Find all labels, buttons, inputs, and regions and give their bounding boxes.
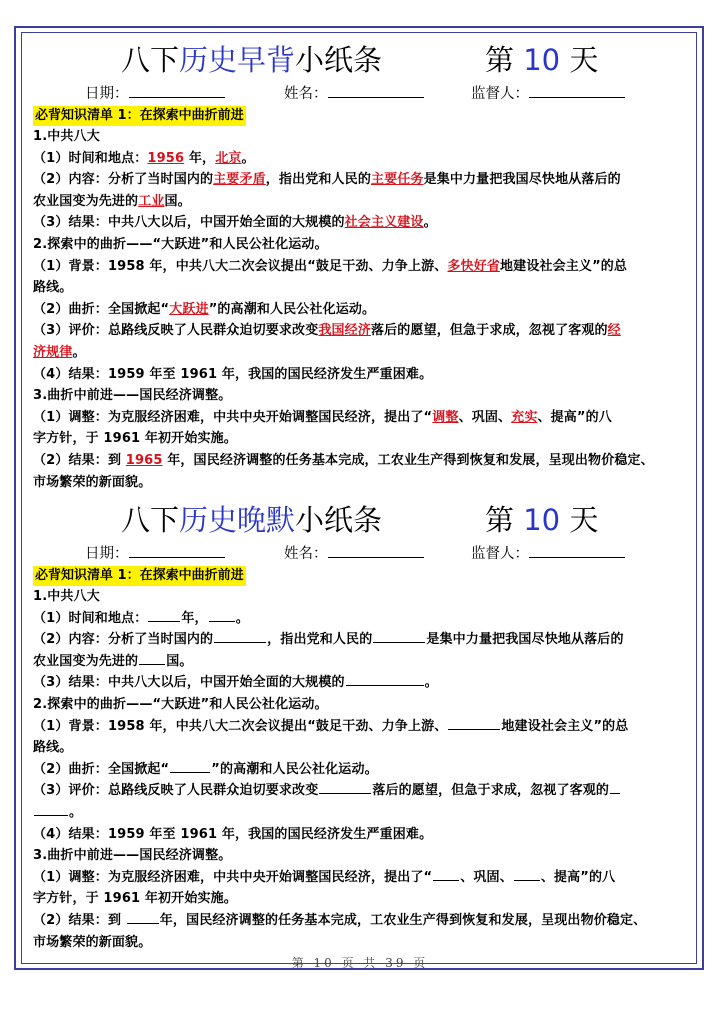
morning-day-counter: 第 10 天 bbox=[485, 43, 599, 77]
evening-heading-3: 3.曲折中前进——国民经济调整。 bbox=[33, 848, 232, 864]
morning-title: 八下历史早背小纸条 bbox=[121, 43, 383, 77]
evening-meta-row bbox=[33, 542, 689, 564]
morning-section bbox=[33, 36, 689, 493]
morning-name-field[interactable]: 姓名： bbox=[284, 82, 424, 103]
morning-meta-row bbox=[33, 82, 689, 104]
evening-day-counter: 第 10 天 bbox=[485, 503, 599, 538]
morning-item-3-2: （2）结果：到 1965 年，国民经济调整的任务基本完成，工农业生产得到恢复和发展，呈现出物价稳定、 bbox=[33, 452, 654, 468]
morning-section-tag: 必背知识清单 1：在探索中曲折前进 bbox=[33, 106, 246, 126]
evening-section bbox=[33, 496, 689, 953]
morning-item-2-3-cont: 济规律。 bbox=[33, 344, 86, 360]
morning-date-field[interactable]: 日期： bbox=[85, 82, 225, 103]
evening-section-tag: 必背知识清单 1：在探索中曲折前进 bbox=[33, 566, 246, 586]
fill-blank[interactable] bbox=[514, 867, 540, 881]
evening-item-2-3: （3）评价：总路线反映了人民群众迫切要求改变 落后的愿望，但急于求成，忽视了客观的 bbox=[33, 780, 689, 802]
evening-title-row bbox=[33, 496, 689, 542]
morning-heading-1: 1.中共八大 bbox=[33, 129, 100, 144]
evening-item-1-2: （2）内容：分析了当时国内的 ，指出党和人民的 是集中力量把我国尽快地从落后的 bbox=[33, 629, 689, 651]
evening-item-2-4: （4）结果：1959 年至 1961 年，我国的国民经济发生严重困难。 bbox=[33, 826, 433, 842]
morning-item-3-2-cont: 市场繁荣的新面貌。 bbox=[33, 474, 152, 490]
fill-blank[interactable] bbox=[433, 867, 459, 881]
evening-item-2-1: （1）背景：1958 年，中共八大二次会议提出“鼓足干劲、力争上游、 地建设社会主义”的总 bbox=[33, 716, 689, 738]
fill-blank[interactable] bbox=[148, 608, 180, 622]
fill-blank[interactable] bbox=[209, 608, 235, 622]
evening-supervisor-field[interactable]: 监督人： bbox=[471, 542, 625, 563]
evening-heading-2: 2.探索中的曲折——“大跃进”和人民公社化运动。 bbox=[33, 697, 328, 713]
evening-item-1-2-cont: 农业国变为先进的 国。 bbox=[33, 651, 689, 673]
evening-item-2-3-cont: 。 bbox=[33, 802, 689, 824]
morning-item-1-2: （2）内容：分析了当时国内的主要矛盾，指出党和人民的主要任务是集中力量把我国尽快地从落后的 bbox=[33, 172, 621, 188]
morning-item-2-2: （2）曲折：全国掀起“大跃进”的高潮和人民公社化运动。 bbox=[33, 301, 376, 317]
morning-item-3-1-cont: 字方针，于 1961 年初开始实施。 bbox=[33, 431, 237, 447]
evening-name-field[interactable]: 姓名： bbox=[284, 542, 424, 563]
evening-item-2-2: （2）曲折：全国掀起“ ”的高潮和人民公社化运动。 bbox=[33, 759, 689, 781]
page-content bbox=[33, 36, 689, 953]
morning-title-row bbox=[33, 36, 689, 82]
page-footer: 第 10 页 共 39 页 bbox=[291, 956, 429, 970]
evening-item-1-1: （1）时间和地点： 年， 。 bbox=[33, 608, 689, 630]
evening-item-3-2-cont: 市场繁荣的新面貌。 bbox=[33, 934, 152, 950]
morning-item-3-1: （1）调整：为克服经济困难，中共中央开始调整国民经济，提出了“调整、巩固、充实、提高”的八 bbox=[33, 409, 612, 425]
morning-heading-2: 2.探索中的曲折——“大跃进”和人民公社化运动。 bbox=[33, 236, 328, 252]
evening-item-2-1-cont: 路线。 bbox=[33, 740, 73, 756]
evening-item-3-1-cont: 字方针，于 1961 年初开始实施。 bbox=[33, 891, 237, 907]
fill-blank[interactable] bbox=[34, 802, 68, 816]
fill-blank[interactable] bbox=[139, 651, 165, 665]
fill-blank[interactable] bbox=[610, 780, 620, 794]
fill-blank[interactable] bbox=[214, 629, 266, 643]
fill-blank[interactable] bbox=[170, 759, 210, 773]
fill-blank[interactable] bbox=[127, 910, 159, 924]
fill-blank[interactable] bbox=[346, 672, 424, 686]
fill-blank[interactable] bbox=[448, 716, 500, 730]
evening-title: 八下历史晚默小纸条 bbox=[121, 503, 383, 538]
morning-supervisor-field[interactable]: 监督人： bbox=[471, 82, 625, 103]
morning-item-2-3: （3）评价：总路线反映了人民群众迫切要求改变我国经济落后的愿望，但急于求成，忽视了客观的经 bbox=[33, 323, 621, 339]
evening-item-3-2: （2）结果：到 年，国民经济调整的任务基本完成，工农业生产得到恢复和发展，呈现出物价稳定、 bbox=[33, 910, 689, 932]
morning-item-2-4: （4）结果：1959 年至 1961 年，我国的国民经济发生严重困难。 bbox=[33, 366, 433, 382]
morning-item-2-1-cont: 路线。 bbox=[33, 280, 73, 296]
morning-heading-3: 3.曲折中前进——国民经济调整。 bbox=[33, 388, 232, 404]
morning-item-1-1: （1）时间和地点：1956 年，北京。 bbox=[33, 150, 255, 166]
morning-item-1-2-cont: 农业国变为先进的工业国。 bbox=[33, 193, 191, 209]
evening-heading-1: 1.中共八大 bbox=[33, 589, 100, 605]
evening-date-field[interactable]: 日期： bbox=[85, 542, 225, 563]
fill-blank[interactable] bbox=[373, 629, 425, 643]
fill-blank[interactable] bbox=[319, 780, 371, 794]
evening-item-1-3: （3）结果：中共八大以后，中国开始全面的大规模的 。 bbox=[33, 672, 689, 694]
morning-item-1-3: （3）结果：中共八大以后，中国开始全面的大规模的社会主义建设。 bbox=[33, 215, 437, 231]
evening-item-3-1: （1）调整：为克服经济困难，中共中央开始调整国民经济，提出了“ 、巩固、 、提高”的八 bbox=[33, 867, 689, 889]
morning-item-2-1: （1）背景：1958 年，中共八大二次会议提出“鼓足干劲、力争上游、多快好省地建设社会主义”的总 bbox=[33, 258, 628, 274]
